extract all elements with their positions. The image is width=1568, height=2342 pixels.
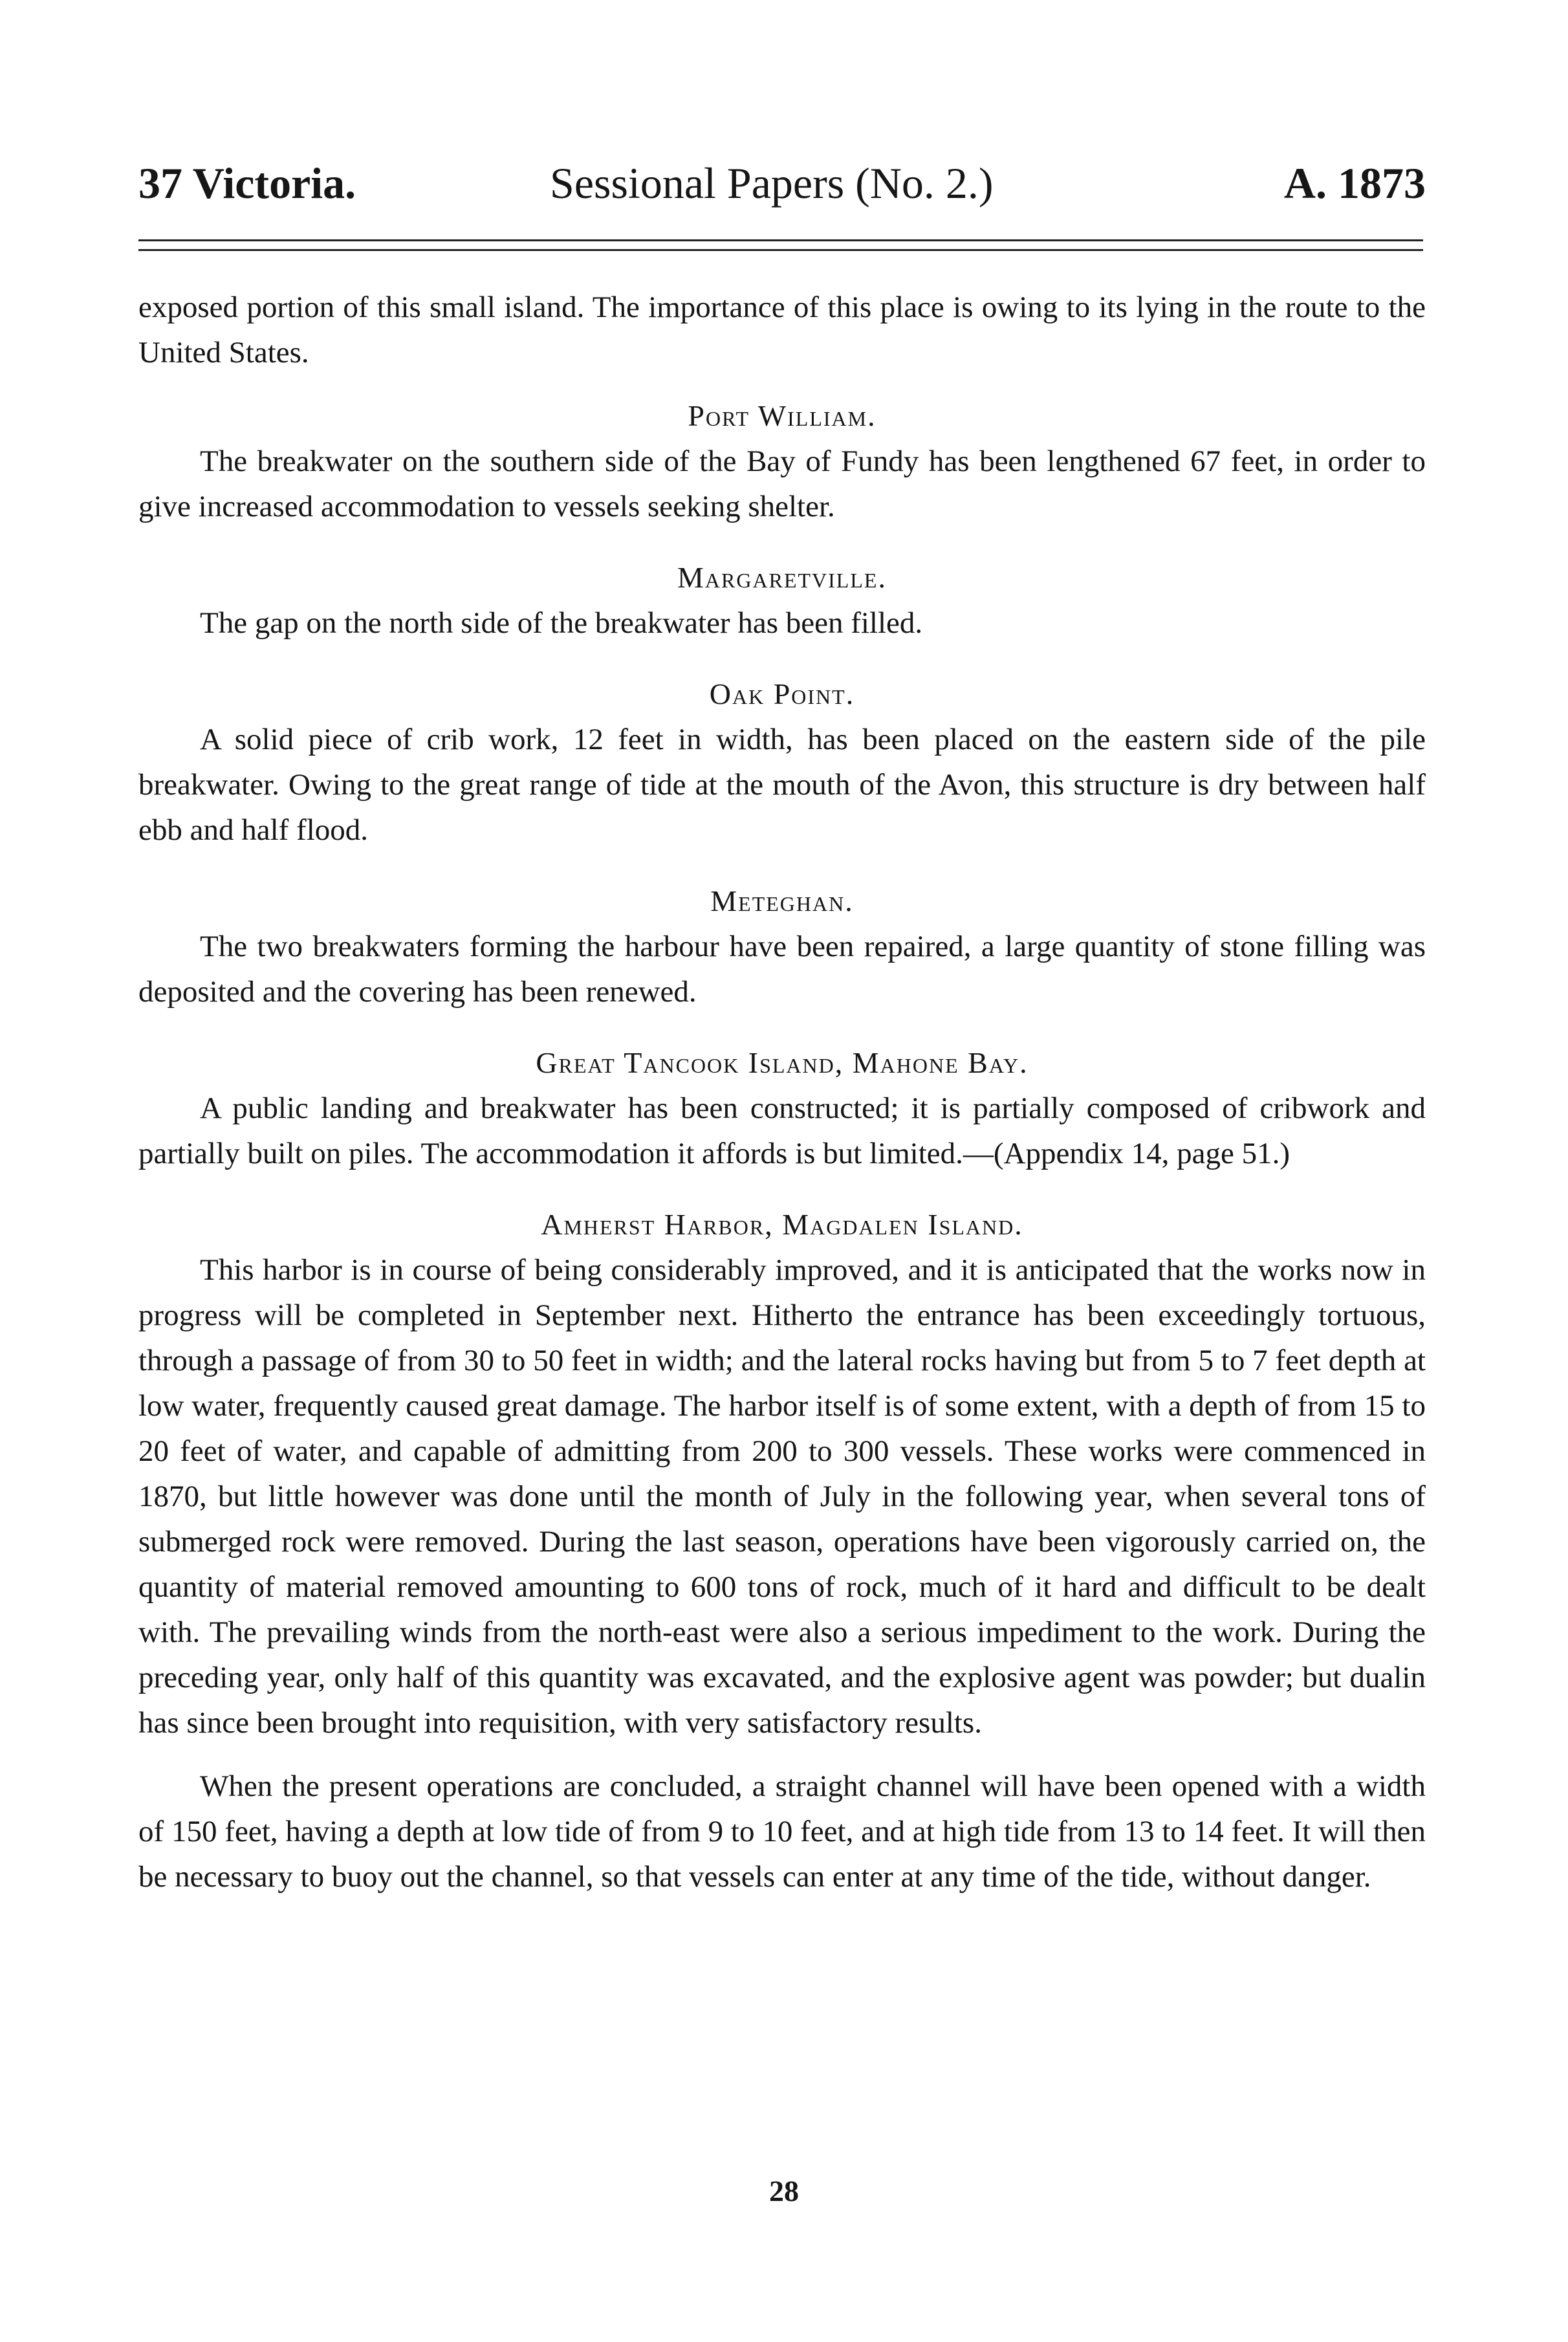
body-text — [138, 285, 1426, 1899]
paragraph-meteghan: The two breakwaters forming the harbour have been repaired, a large quantity of stone filling was deposited and the covering has been renewed. — [138, 930, 1426, 1009]
paragraph-final: When the present operations are concluded, a straight channel will have been opened with a width of 150 feet, having a depth at low tide of from 9 to 10 feet, and at high tide from 13 to 14 feet. It will then be necessary to buoy out the channel, so that vessels can enter at any time of the tide, without danger. — [138, 1769, 1426, 1894]
header-rule-bottom — [138, 249, 1423, 251]
heading-oak-point: Oak Point. — [709, 677, 855, 710]
heading-amherst-harbor: Amherst Harbor, Magdalen Island. — [541, 1208, 1023, 1241]
heading-great-tancook: Great Tancook Island, Mahone Bay. — [536, 1046, 1029, 1079]
page-header — [138, 154, 1426, 212]
header-volume: 37 Victoria. — [138, 159, 356, 208]
header-title: Sessional Papers (No. 2.) — [550, 159, 994, 208]
paragraph-amherst-harbor: This harbor is in course of being considerably improved, and it is anticipated that the works now in progress will be completed in September next. Hitherto the entrance has been exceedingly tortuous, through a passage of from 30 to 50 feet in width; and the lateral rocks having but from 5 to 7 feet depth at low water, frequently caused great damage. The harbor itself is of some extent, with a depth of from 15 to 20 feet of water, and capable of admitting from 200 to 300 vessels. These works were commenced in 1870, but little however was done until the month of July in the following year, when several tons of submerged rock were removed. During the last season, operations have been vigorously carried on, the quantity of material removed amounting to 600 tons of rock, much of it hard and difficult to be dealt with. The prevailing winds from the north-east were also a serious impediment to the work. During the preceding year, only half of this quantity was excavated, and the explosive agent was powder; but dualin has since been brought into requisition, with very satisfactory results. — [138, 1253, 1426, 1740]
header-year: A. 1873 — [1283, 159, 1426, 208]
paragraph-great-tancook: A public landing and breakwater has been constructed; it is partially composed of cribwork and partially built on piles. The accommodation it affords is but limited.—(Appendix 14, page 51.) — [138, 1091, 1426, 1170]
heading-margaretville: Margaretville. — [677, 561, 887, 594]
heading-port-william: Port William. — [688, 399, 877, 432]
paragraph-oak-point: A solid piece of crib work, 12 feet in width, has been placed on the eastern side of the pile breakwater. Owing to the great range of tide at the mouth of the Avon, this structure is dry between half ebb and half flood. — [138, 723, 1426, 847]
page-number: 28 — [769, 2174, 799, 2207]
paragraph-margaretville: The gap on the north side of the breakwater has been filled. — [200, 606, 923, 640]
intro-paragraph: exposed portion of this small island. The importance of this place is owing to its lying in the route to the United States. — [138, 290, 1426, 369]
header-rule-top — [138, 239, 1423, 241]
heading-meteghan: Meteghan. — [710, 884, 854, 917]
paragraph-port-william: The breakwater on the southern side of the Bay of Fundy has been lengthened 67 feet, in order to give increased accommodation to vessels seeking shelter. — [138, 444, 1426, 523]
